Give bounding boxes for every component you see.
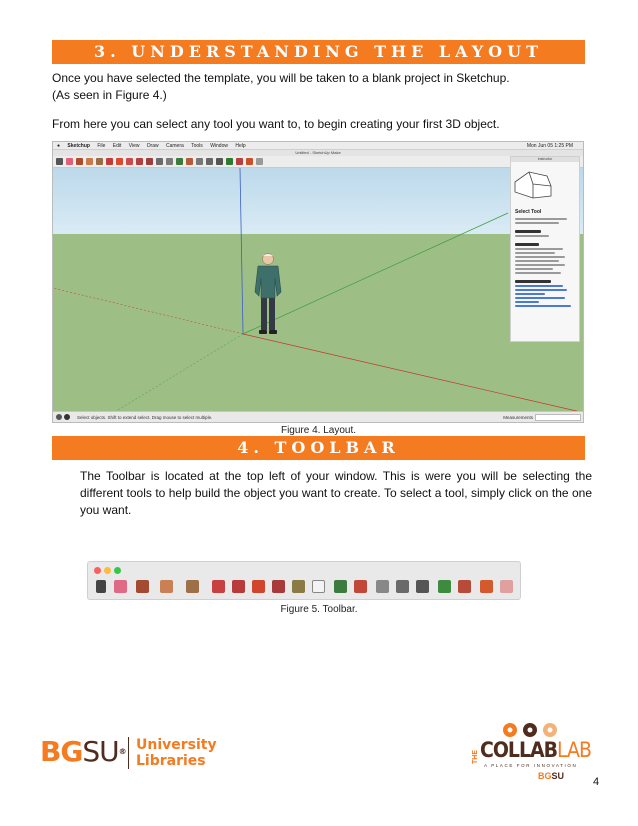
zoom-extents-icon [416, 580, 429, 593]
toolbar-line-1: The Toolbar is located at the top left of your window. This is were you will be selecting the [80, 469, 592, 483]
toolbar-screenshot [87, 561, 521, 600]
toolbar-line-3: you want. [80, 503, 132, 517]
menu-item-edit: Edit [112, 143, 122, 149]
collab-lab-logo [470, 722, 590, 786]
zoom-dot-icon [114, 567, 121, 574]
rectangle-tool-icon [186, 580, 199, 593]
logo-divider [128, 737, 129, 769]
section-3-heading: 3. UNDERSTANDING THE LAYOUT [52, 40, 585, 64]
apple-icon: ● [57, 143, 61, 149]
toolbar-paragraph [80, 468, 592, 519]
eraser-tool-icon [114, 580, 127, 593]
measurements-label: Measurements [503, 415, 533, 420]
warehouse-icon [438, 580, 451, 593]
layer-icon [246, 158, 253, 165]
blue-axis [240, 168, 243, 334]
geo-icon [64, 414, 70, 420]
select-tool-icon [96, 580, 106, 593]
instructor-tray [510, 156, 580, 342]
intro-line-1: Once you have selected the template, you will be taken to a blank project in Sketchup. [52, 71, 510, 85]
libraries-wordmark: University Libraries [136, 737, 217, 769]
layout-icon [480, 580, 493, 593]
status-bar [53, 411, 583, 422]
offset-tool-icon [146, 158, 153, 165]
pushpull-tool-icon [106, 158, 113, 165]
menu-item-window: Window [210, 143, 228, 149]
house-illustration-icon [511, 168, 555, 200]
collab-gear-icons [502, 722, 558, 738]
sketchup-layout-screenshot [52, 141, 584, 423]
menubar-clock: Mon Jun 05 1:25 PM [526, 143, 573, 149]
section-4-heading: 4. TOOLBAR [52, 436, 585, 460]
menu-item-help: Help [235, 143, 246, 149]
status-text: Select objects. Shift to extend select. Drag mouse to select multiple. [77, 415, 213, 420]
tool-paragraph: From here you can select any tool you want to, to begin creating your first 3D object. [52, 117, 500, 131]
text-tool-icon [312, 580, 325, 593]
red-axis-dashed [53, 288, 243, 334]
info-icon [56, 414, 62, 420]
window-title: Untitled - SketchUp Make [53, 150, 583, 156]
orbit-tool-icon [186, 158, 193, 165]
paint-tool-icon [334, 580, 347, 593]
collab-wordmark: COLLABLAB [480, 738, 591, 762]
page-number: 4 [593, 776, 600, 788]
move-tool-icon [252, 580, 265, 593]
intro-line-2: (As seen in Figure 4.) [52, 88, 167, 102]
text-tool-icon [166, 158, 173, 165]
pencil-tool-icon [76, 158, 83, 165]
figure-4-caption: Figure 4. Layout. [280, 425, 357, 436]
collab-the: THE [472, 750, 479, 764]
arc-tool-icon [86, 158, 93, 165]
tray-heading: Select Tool [515, 209, 542, 215]
menu-item-app: Sketchup [67, 143, 90, 149]
toolbar-line-2: different tools to help build the object you want to create. To select a tool, simply click on the one [80, 486, 592, 500]
menu-item-view: View [128, 143, 140, 149]
share-model-icon [500, 580, 513, 593]
sketchup-toolbar [53, 156, 583, 168]
scale-tool-icon [136, 158, 143, 165]
axis-lines [53, 168, 584, 413]
collab-tagline: A PLACE FOR INNOVATION [484, 763, 578, 768]
share-icon [256, 158, 263, 165]
menu-item-draw: Draw [146, 143, 159, 149]
tape-tool-icon [292, 580, 305, 593]
minimize-dot-icon [104, 567, 111, 574]
zoom-extents-icon [216, 158, 223, 165]
figure-5-caption: Figure 5. Toolbar. [280, 604, 358, 615]
move-tool-icon [116, 158, 123, 165]
offset-tool-icon [232, 580, 245, 593]
collab-bgsu-mark: BGSU [538, 771, 565, 781]
menu-item-file: File [97, 143, 106, 149]
measurements-input [535, 414, 581, 421]
scale-tool-icon [272, 580, 285, 593]
red-axis [243, 334, 584, 413]
tray-header: Instructor [511, 157, 579, 162]
extension-icon [236, 158, 243, 165]
warehouse-icon [226, 158, 233, 165]
zoom-tool-icon [206, 158, 213, 165]
close-dot-icon [94, 567, 101, 574]
extension-warehouse-icon [458, 580, 471, 593]
pencil-tool-icon [136, 580, 149, 593]
paint-tool-icon [176, 158, 183, 165]
rectangle-tool-icon [96, 158, 103, 165]
mac-menubar [53, 142, 583, 150]
pan-tool-icon [196, 158, 203, 165]
tape-tool-icon [156, 158, 163, 165]
orbit-tool-icon [354, 580, 367, 593]
pushpull-tool-icon [212, 580, 225, 593]
menu-item-tools: Tools [191, 143, 203, 149]
select-tool-icon [56, 158, 63, 165]
arc-tool-icon [160, 580, 173, 593]
scale-figure-person [251, 252, 285, 336]
pan-tool-icon [376, 580, 389, 593]
bgsu-wordmark: BGSU® [40, 735, 126, 768]
green-axis-dashed [113, 334, 243, 413]
zoom-tool-icon [396, 580, 409, 593]
intro-paragraph [52, 70, 510, 104]
rotate-tool-icon [126, 158, 133, 165]
menu-item-camera: Camera [166, 143, 184, 149]
bgsu-libraries-logo [40, 735, 230, 771]
eraser-tool-icon [66, 158, 73, 165]
